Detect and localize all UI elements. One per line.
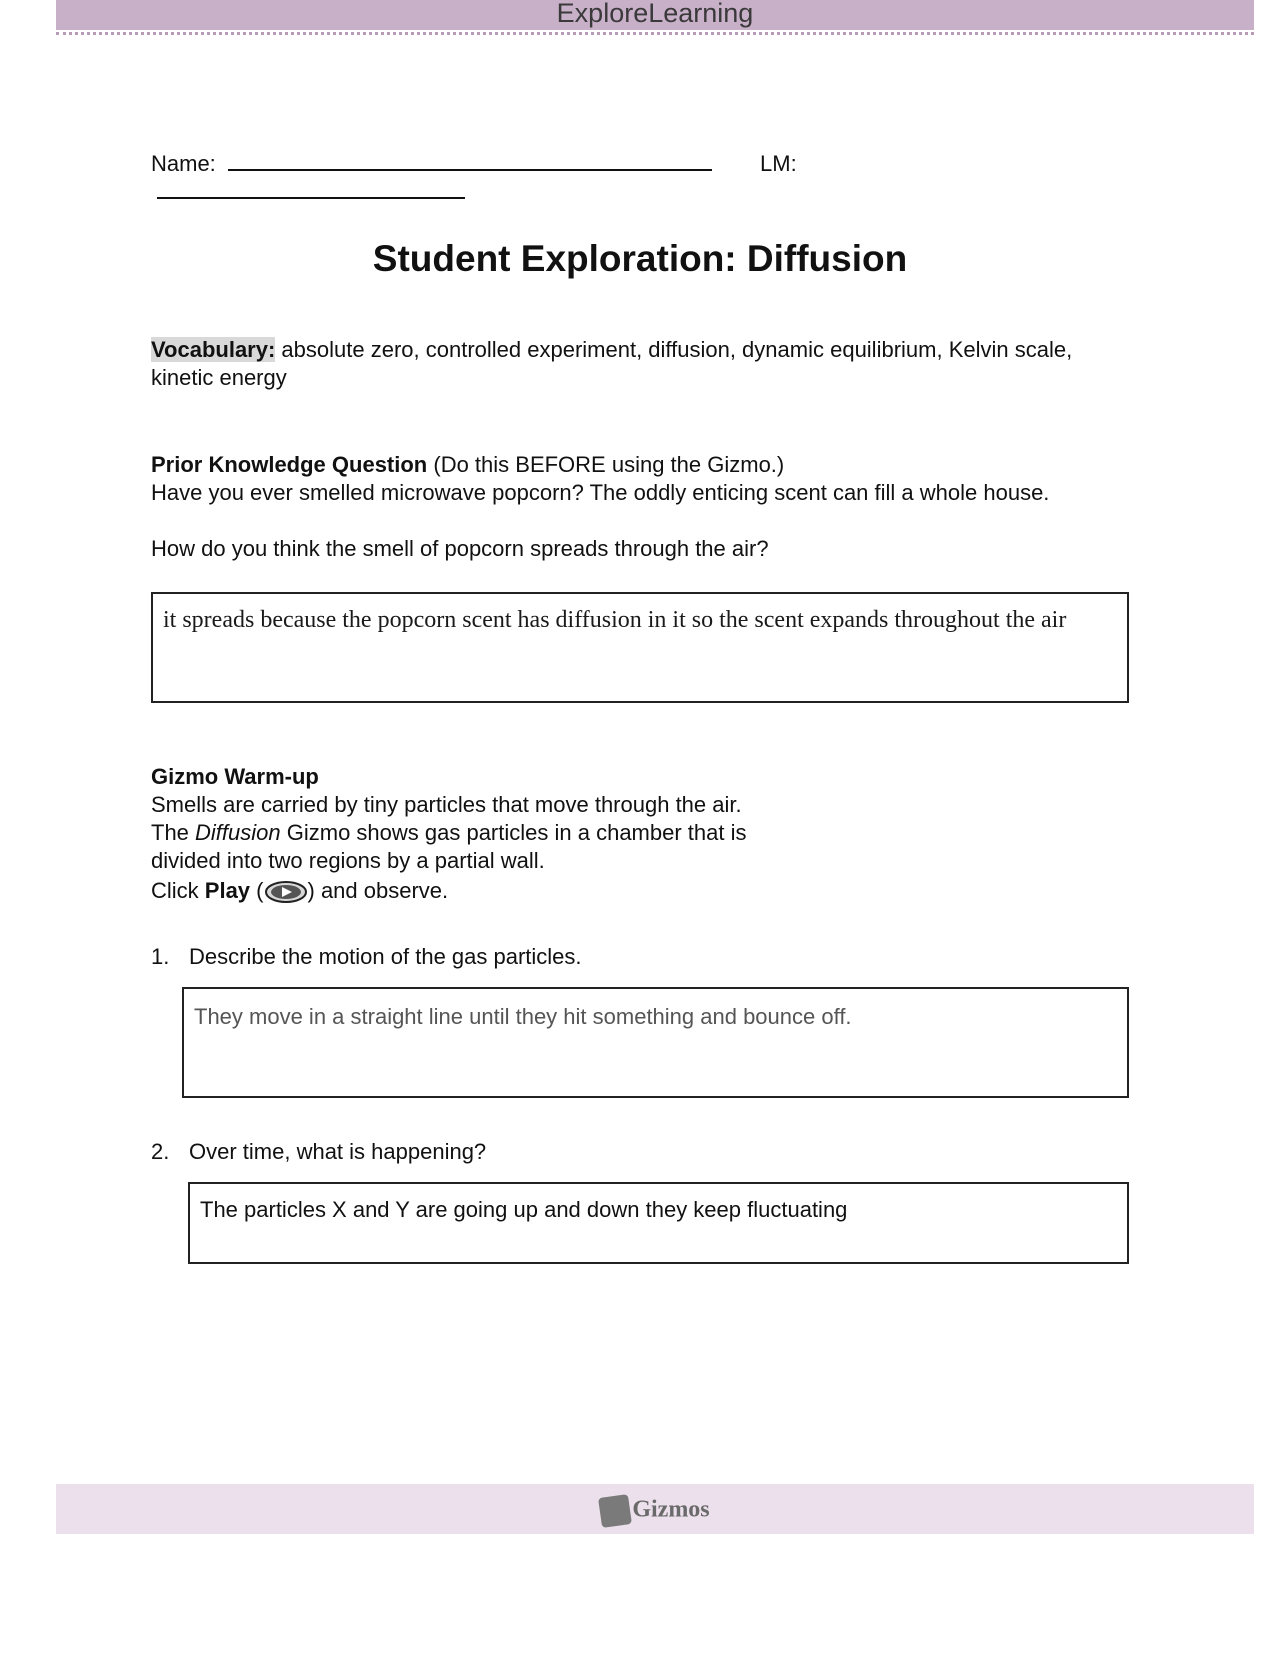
warmup-heading: Gizmo Warm-up — [151, 764, 319, 789]
warmup-section — [151, 763, 751, 905]
prior-knowledge-text: Have you ever smelled microwave popcorn? The oddly enticing scent can fill a whole house. — [151, 480, 1050, 505]
gizmos-logo — [56, 1496, 1254, 1526]
footer-band — [56, 1484, 1254, 1534]
question-2 — [151, 1138, 1111, 1166]
vocabulary-terms: absolute zero, controlled experiment, diffusion, dynamic equilibrium, Kelvin scale, kinetic energy — [151, 337, 1073, 390]
prior-knowledge-section — [151, 451, 1151, 563]
warmup-play-line — [151, 877, 751, 905]
question-2-number: 2. — [151, 1139, 170, 1164]
prior-knowledge-question: How do you think the smell of popcorn spreads through the air? — [151, 536, 769, 561]
prior-knowledge-heading: Prior Knowledge Question — [151, 452, 428, 477]
explorelearning-logo: ExploreLearning — [556, 0, 754, 28]
name-row — [151, 150, 1111, 206]
play-button-icon — [264, 880, 308, 904]
click-text: Click — [151, 878, 205, 903]
prior-knowledge-note: (Do this BEFORE using the Gizmo.) — [427, 452, 785, 477]
gizmos-logo-icon — [598, 1494, 632, 1528]
open-paren: ( — [250, 878, 264, 903]
name-label: Name: — [151, 151, 216, 176]
question-2-answer-box[interactable]: The particles X and Y are going up and down they keep fluctuating — [188, 1182, 1129, 1264]
question-1-number: 1. — [151, 944, 170, 969]
page-title: Student Exploration: Diffusion — [372, 238, 908, 279]
question-1 — [151, 943, 1111, 971]
header-dotted-divider — [56, 32, 1254, 35]
prior-knowledge-heading-line — [151, 451, 1151, 479]
gizmo-name: Diffusion — [195, 820, 281, 845]
header-band — [56, 0, 1254, 30]
lm-label: LM: — [760, 151, 797, 176]
prior-knowledge-answer-box[interactable]: it spreads because the popcorn scent has diffusion in it so the scent expands throughout the air — [151, 592, 1129, 703]
play-label: Play — [204, 878, 251, 903]
question-2-text: Over time, what is happening? — [189, 1139, 487, 1164]
vocabulary — [151, 336, 1131, 392]
question-1-answer-box[interactable]: They move in a straight line until they hit something and bounce off. — [182, 987, 1129, 1098]
lm-field[interactable] — [157, 179, 465, 199]
question-1-text: Describe the motion of the gas particles. — [189, 944, 582, 969]
vocabulary-label: Vocabulary: — [151, 337, 276, 362]
warmup-description — [151, 791, 751, 875]
name-field[interactable] — [228, 151, 712, 171]
warmup-text-b: Gizmo shows gas particles in a chamber that is divided into two regions by a partial wall. — [151, 820, 747, 873]
warmup-text-a: Smells are carried by tiny particles that move through the air. The — [151, 792, 742, 845]
gizmos-logo-text: Gizmos — [632, 1496, 710, 1523]
observe-text: ) and observe. — [307, 878, 449, 903]
